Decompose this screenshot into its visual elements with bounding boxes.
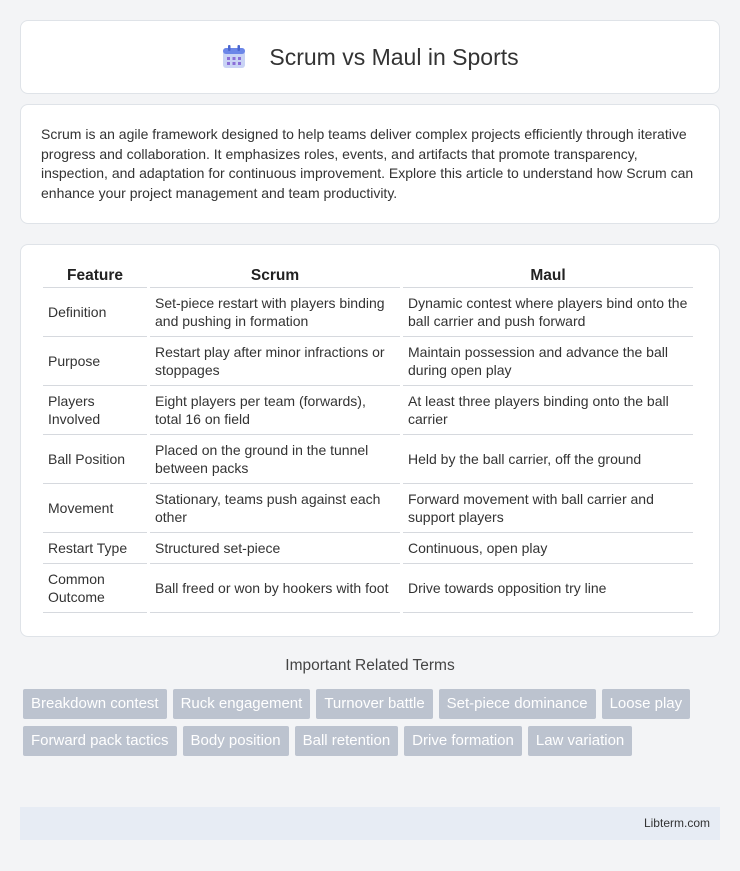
related-term-tag[interactable]: Loose play: [602, 689, 691, 719]
table-row: [43, 484, 693, 533]
row-scrum: Placed on the ground in the tunnel between packs: [150, 435, 400, 484]
row-feature: Purpose: [43, 337, 147, 386]
table-row: [43, 435, 693, 484]
row-scrum: Stationary, teams push against each other: [150, 484, 400, 533]
row-maul: At least three players binding onto the ball carrier: [403, 386, 693, 435]
row-feature: Movement: [43, 484, 147, 533]
page-title: Scrum vs Maul in Sports: [269, 43, 519, 70]
header-scrum: Scrum: [150, 266, 400, 288]
related-term-tag[interactable]: Set-piece dominance: [439, 689, 596, 719]
header-maul: Maul: [403, 266, 693, 288]
row-maul: Continuous, open play: [403, 533, 693, 564]
row-maul: Held by the ball carrier, off the ground: [403, 435, 693, 484]
row-maul: Maintain possession and advance the ball during open play: [403, 337, 693, 386]
row-feature: Definition: [43, 288, 147, 337]
row-feature: Players Involved: [43, 386, 147, 435]
row-scrum: Structured set-piece: [150, 533, 400, 564]
table-row: [43, 337, 693, 386]
related-term-tag[interactable]: Forward pack tactics: [23, 726, 177, 756]
related-term-tag[interactable]: Drive formation: [404, 726, 522, 756]
related-term-tag[interactable]: Ruck engagement: [173, 689, 311, 719]
header-feature: Feature: [43, 266, 147, 288]
row-scrum: Restart play after minor infractions or stoppages: [150, 337, 400, 386]
related-term-tag[interactable]: Body position: [183, 726, 289, 756]
footer: [20, 807, 720, 840]
row-maul: Dynamic contest where players bind onto the ball carrier and push forward: [403, 288, 693, 337]
related-terms-title: Important Related Terms: [285, 657, 455, 674]
intro-card: [20, 104, 720, 224]
related-terms-list: [23, 689, 723, 756]
table-row: [43, 288, 693, 337]
comparison-card: [20, 244, 720, 637]
related-term-tag[interactable]: Turnover battle: [316, 689, 432, 719]
row-maul: Drive towards opposition try line: [403, 564, 693, 613]
row-scrum: Ball freed or won by hookers with foot: [150, 564, 400, 613]
row-feature: Ball Position: [43, 435, 147, 484]
related-term-tag[interactable]: Ball retention: [295, 726, 399, 756]
footer-site-link[interactable]: Libterm.com: [643, 816, 710, 830]
row-scrum: Eight players per team (forwards), total 16 on field: [150, 386, 400, 435]
table-row: [43, 386, 693, 435]
intro-text: Scrum is an agile framework designed to help teams deliver complex projects efficiently through iterative progress and collaboration. It emphasizes roles, events, and artifacts that promote transparency, inspection, and adaptation for continuous improvement. Explore this article to understand how Scrum can enhance your project management and team productivity.: [41, 126, 694, 201]
row-feature: Common Outcome: [43, 564, 147, 613]
comparison-table: [40, 266, 696, 613]
table-header-row: [43, 266, 693, 288]
table-row: [43, 533, 693, 564]
row-scrum: Set-piece restart with players binding and pushing in formation: [150, 288, 400, 337]
table-row: [43, 564, 693, 613]
related-term-tag[interactable]: Breakdown contest: [23, 689, 167, 719]
row-maul: Forward movement with ball carrier and support players: [403, 484, 693, 533]
calendar-icon: [221, 44, 247, 70]
row-feature: Restart Type: [43, 533, 147, 564]
header-card: [20, 20, 720, 94]
related-term-tag[interactable]: Law variation: [528, 726, 632, 756]
